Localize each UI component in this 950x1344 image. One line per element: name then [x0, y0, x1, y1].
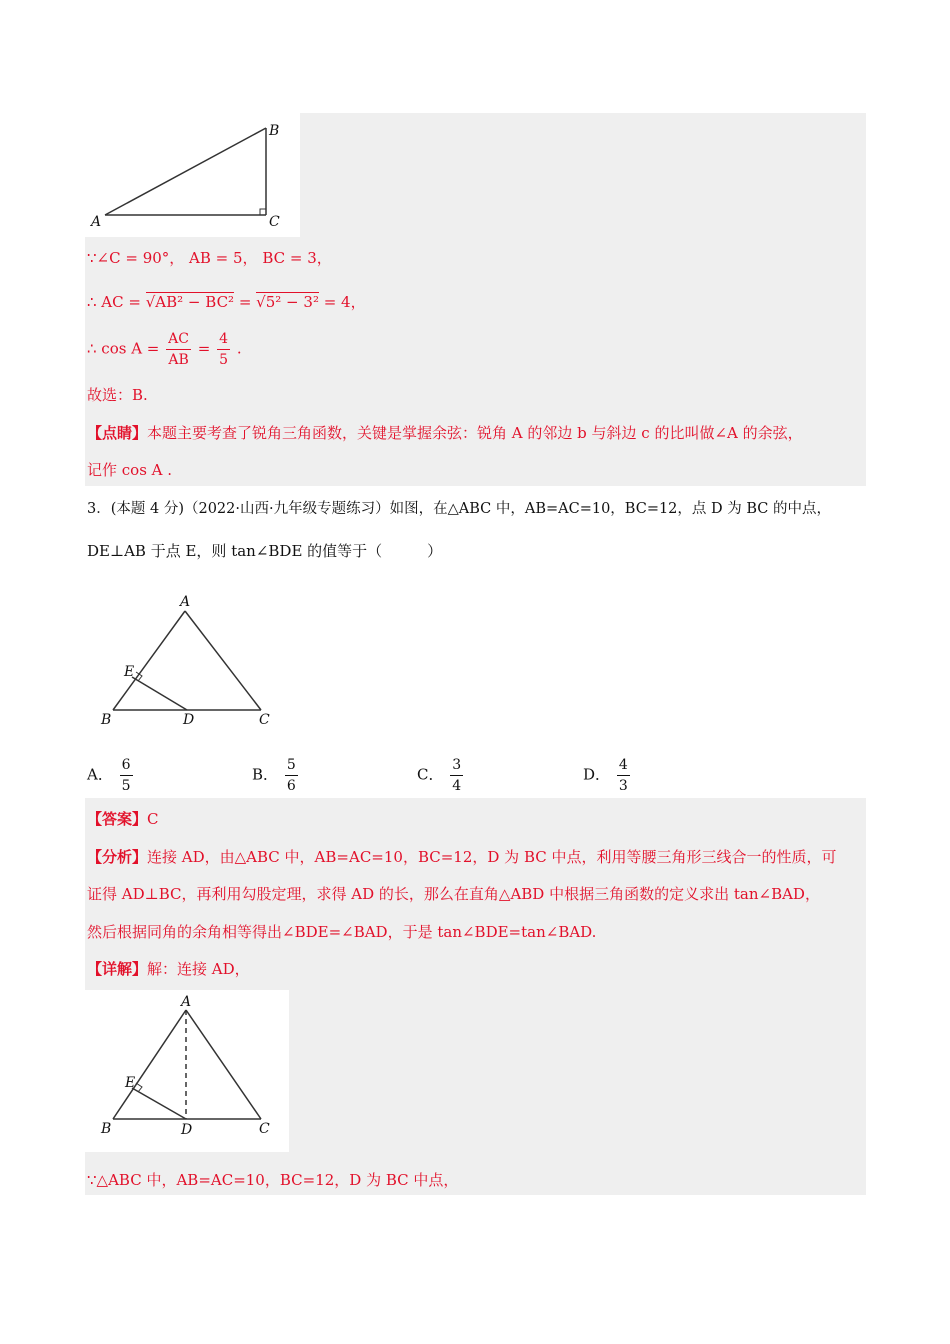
option-d[interactable]: D． $\frac{4}{3}$	[583, 757, 628, 794]
analysis-line-1: 【分析】连接 AD，由△ABC 中，AB=AC=10，BC=12，D 为 BC 中点，利用等腰三角形三线合一的性质，可	[87, 848, 837, 866]
option-c[interactable]: C． $\frac{3}{4}$	[417, 757, 462, 794]
answer-line: 【答案】C	[87, 810, 159, 828]
label-d: D	[181, 1122, 193, 1138]
ac-computation: ∴ AC = √AB² − BC² = √5² − 3² = 4，	[87, 293, 366, 311]
side-ab	[113, 611, 185, 710]
side-ac	[186, 1010, 261, 1119]
side-ab	[113, 1010, 186, 1119]
right-angle-mark	[260, 209, 266, 215]
label-e: E	[125, 1075, 136, 1091]
analysis-line-2: 证得 AD⊥BC，再利用勾股定理，求得 AD 的长，那么在直角△ABD 中根据三角函数的定义求出 tan∠BAD，	[87, 885, 820, 903]
figure-isosceles-triangle	[95, 590, 285, 730]
label-d: D	[183, 712, 195, 728]
label-a: A	[91, 214, 102, 230]
label-b: B	[269, 123, 280, 139]
analysis-line-3: 然后根据同角的余角相等得出∠BDE=∠BAD，于是 tan∠BDE=tan∠BAD.	[87, 923, 597, 941]
label-e: E	[124, 664, 135, 680]
option-b[interactable]: B． $\frac{5}{6}$	[252, 757, 296, 794]
question3-line-2: DE⊥AB 于点 E，则 tan∠BDE 的值等于（ ）	[87, 542, 443, 560]
side-ac	[185, 611, 261, 710]
segment-de	[132, 677, 187, 710]
cos-computation: ∴ cos A = $\frac{AC}{AB}$ = $\frac{4}{5}$ .	[87, 331, 242, 368]
figure-isosceles-with-altitude	[85, 990, 289, 1152]
remark-line-1: 【点睛】本题主要考查了锐角三角函数，关键是掌握余弦：锐角 A 的邻边 b 与斜边 c 的比叫做∠A 的余弦，	[87, 424, 803, 442]
figure-right-triangle	[85, 113, 300, 237]
remark-line-2: 记作 cos A .	[87, 461, 173, 479]
label-c: C	[259, 712, 270, 728]
question3-line-1: 3．(本题 4 分)（2022·山西·九年级专题练习）如图，在△ABC 中，AB=AC=10，BC=12，点 D 为 BC 的中点，	[87, 501, 831, 517]
segment-de	[132, 1088, 186, 1119]
side-ab	[105, 128, 266, 215]
given-line: ∵∠C = 90°， AB = 5， BC = 3，	[87, 249, 332, 267]
label-c: C	[259, 1121, 270, 1137]
label-b: B	[101, 1121, 112, 1137]
label-a: A	[181, 994, 192, 1010]
last-line: ∵△ABC 中，AB=AC=10，BC=12，D 为 BC 中点，	[87, 1171, 459, 1189]
choice-line: 故选：B.	[87, 386, 148, 404]
label-c: C	[269, 214, 280, 230]
label-a: A	[180, 594, 191, 610]
label-b: B	[101, 712, 112, 728]
detail-line: 【详解】解：连接 AD，	[87, 960, 250, 978]
option-a[interactable]: A． $\frac{6}{5}$	[87, 757, 131, 794]
